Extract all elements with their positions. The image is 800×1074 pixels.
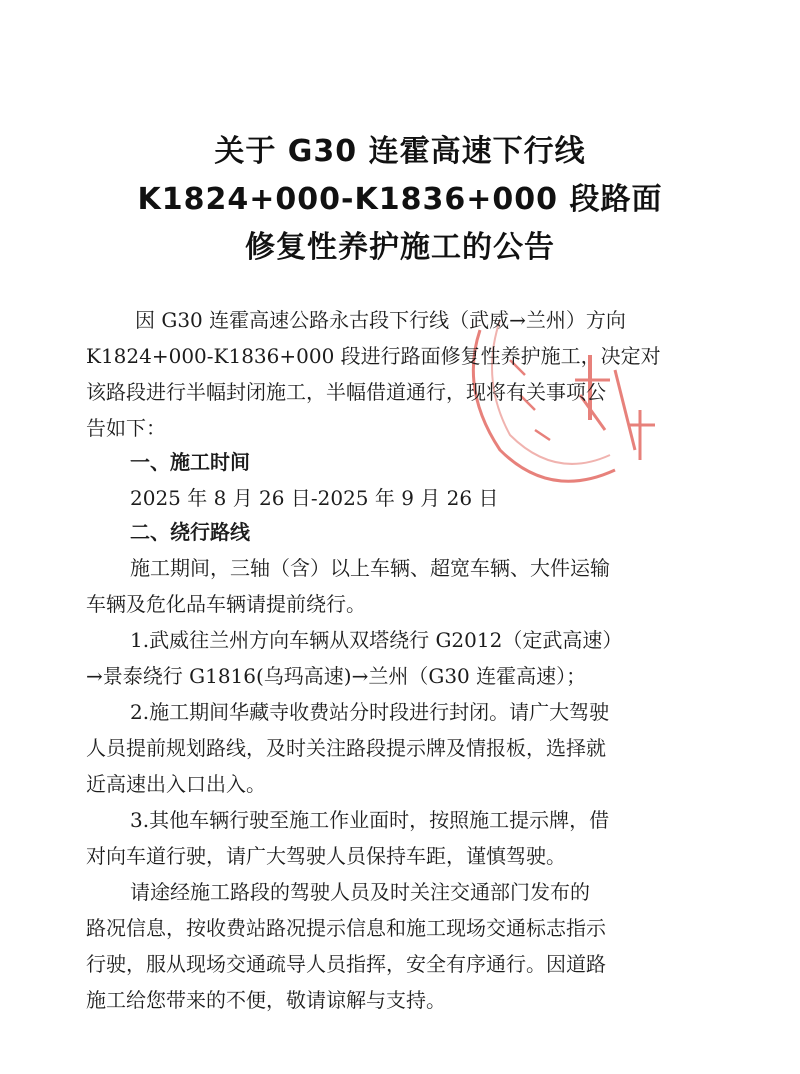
intro-line-3: 该路段进行半幅封闭施工，半幅借道通行，现将有关事项公 [86,380,606,404]
closing-line-2: 路况信息，按收费站路况提示信息和施工现场交通标志指示 [86,916,606,940]
detour-intro-line-2: 车辆及危化品车辆请提前绕行。 [86,592,366,616]
intro-line-4: 告如下： [86,416,166,440]
closing-line-4: 施工给您带来的不便，敬请谅解与支持。 [86,988,446,1012]
section-heading-detour: 二、绕行路线 [130,520,250,544]
notice-title-line-1: 关于 G30 连霍高速下行线 [214,134,586,169]
item1-line-2: →景泰绕行 G1816(乌玛高速)→兰州（G30 连霍高速）； [86,664,587,688]
closing-line-3: 行驶，服从现场交通疏导人员指挥，安全有序通行。因道路 [86,952,606,976]
item2-line-1: 2.施工期间华藏寺收费站分时段进行封闭。请广大驾驶 [130,700,610,724]
detour-intro-line-1: 施工期间，三轴（含）以上车辆、超宽车辆、大件运输 [130,556,610,580]
intro-line-1: 因 G30 连霍高速公路永古段下行线（武威→兰州）方向 [135,308,626,332]
item1-line-1: 1.武威往兰州方向车辆从双塔绕行 G2012（定武高速） [130,628,623,652]
schedule-text: 2025 年 8 月 26 日-2025 年 9 月 26 日 [130,486,499,510]
intro-line-2: K1824+000-K1836+000 段进行路面修复性养护施工，决定对 [86,344,661,368]
item3-line-1: 3.其他车辆行驶至施工作业面时，按照施工提示牌，借 [130,808,610,832]
notice-title-line-3: 修复性养护施工的公告 [245,230,555,265]
item3-line-2: 对向车道行驶，请广大驾驶人员保持车距，谨慎驾驶。 [86,844,566,868]
item2-line-3: 近高速出入口出入。 [86,772,266,796]
notice-title-line-2: K1824+000-K1836+000 段路面 [137,182,663,217]
item2-line-2: 人员提前规划路线，及时关注路段提示牌及情报板，选择就 [86,736,606,760]
closing-line-1: 请途经施工路段的驾驶人员及时关注交通部门发布的 [130,880,590,904]
section-heading-schedule: 一、施工时间 [130,450,250,474]
